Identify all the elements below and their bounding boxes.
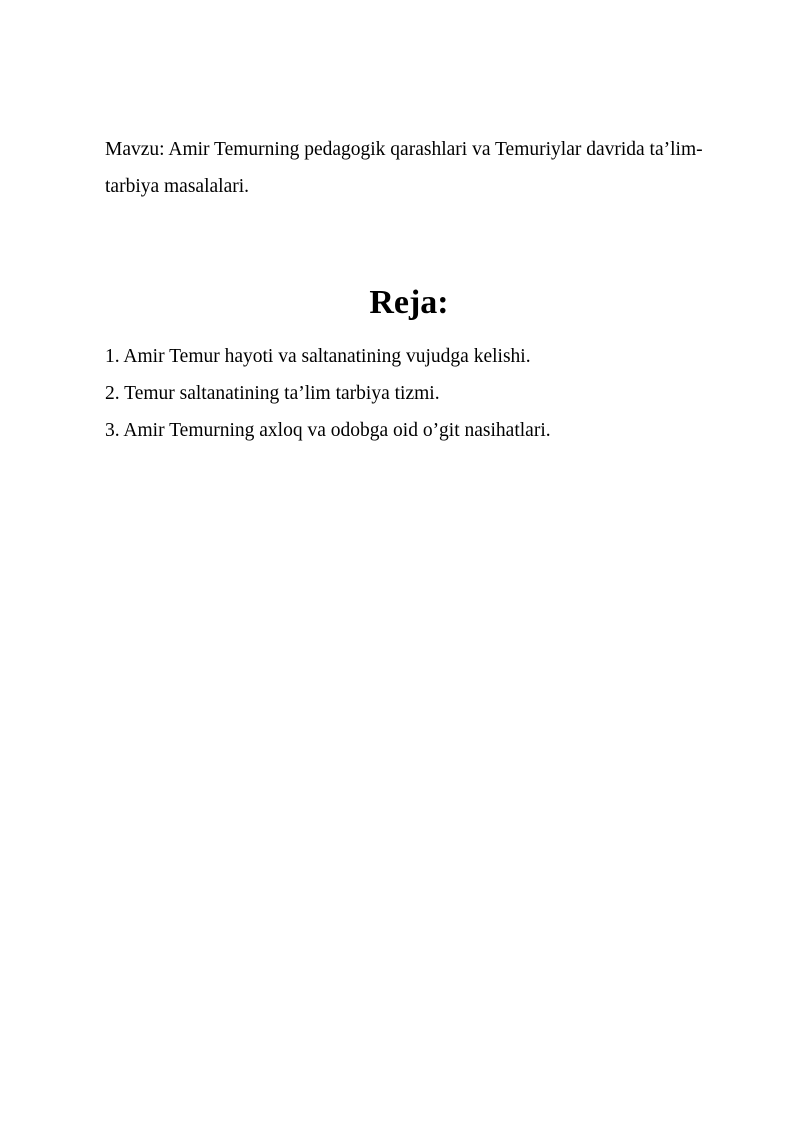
topic-paragraph: Mavzu: Amir Temurning pedagogik qarashlari va Temuriylar davrida ta’lim-tarbiya masalalari. bbox=[105, 139, 703, 197]
plan-heading: Reja: bbox=[369, 284, 449, 321]
plan-item-3: 3. Amir Temurning axloq va odobga oid o’git nasihatlari. bbox=[105, 420, 551, 441]
plan-item-2: 2. Temur saltanatining ta’lim tarbiya tizmi. bbox=[105, 383, 440, 404]
plan-item-1: 1. Amir Temur hayoti va saltanatining vujudga kelishi. bbox=[105, 346, 531, 367]
plan-list bbox=[105, 338, 745, 449]
